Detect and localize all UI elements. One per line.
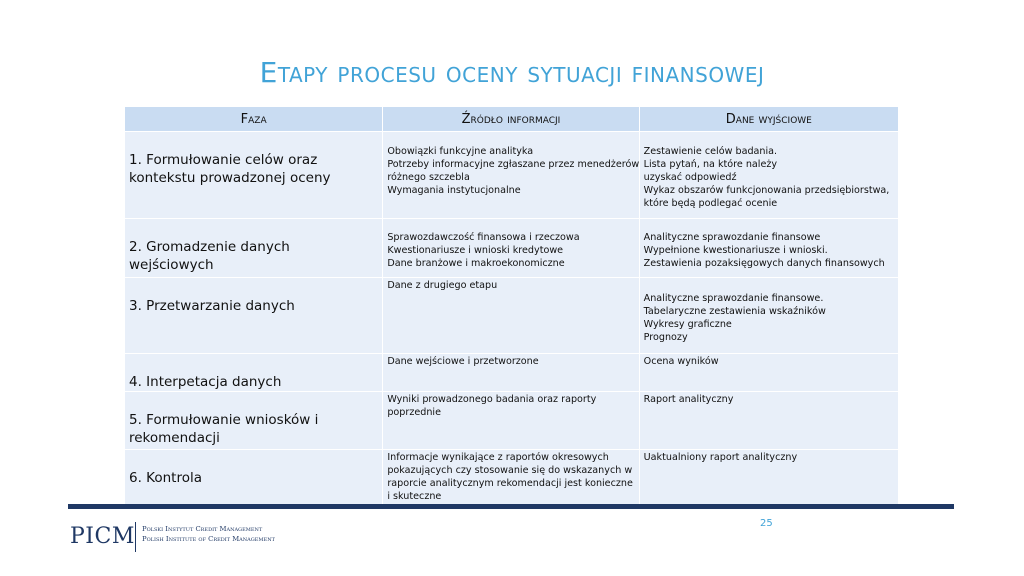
source-line: pokazujących czy stosowanie się do wskazanych w: [387, 465, 633, 476]
source-cell: [383, 219, 639, 278]
output-cell: [639, 354, 898, 392]
output-cell: [639, 450, 898, 506]
output-cell: [639, 278, 898, 354]
table-header-row: [125, 107, 899, 132]
table-row: [125, 392, 899, 450]
phase-cell: [125, 219, 383, 278]
logo-wordmark: PICM: [70, 524, 135, 549]
source-cell: [383, 392, 639, 450]
source-line: raporcie analitycznym rekomendacji jest konieczne: [387, 478, 633, 489]
footer-divider: [68, 504, 954, 509]
output-line: uzyskać odpowiedź: [643, 172, 737, 183]
output-line: Zestawienie celów badania.: [643, 146, 778, 157]
phase-cell: [125, 450, 383, 506]
output-line: Zestawienia pozaksięgowych danych finansowych: [643, 258, 885, 269]
output-line: Lista pytań, na które należy: [643, 159, 778, 170]
phase-label: 4. Interpetacja danych: [129, 374, 282, 390]
phase-label: 5. Formułowanie wniosków i rekomendacji: [129, 412, 319, 446]
output-line: Wykaz obszarów funkcjonowania przedsiębiorstwa,: [643, 185, 890, 196]
output-line: Prognozy: [643, 332, 688, 343]
output-line: Analityczne sprawozdanie finansowe: [643, 232, 821, 243]
phase-label: 3. Przetwarzanie danych: [129, 298, 295, 314]
source-cell: [383, 450, 639, 506]
phase-label: 6. Kontrola: [129, 470, 202, 486]
source-line: różnego szczebla: [387, 172, 470, 183]
page-number: 25: [760, 518, 773, 529]
output-line: Uaktualniony raport analityczny: [643, 452, 798, 463]
source-line: poprzednie: [387, 407, 441, 418]
output-line: Tabelaryczne zestawienia wskaźników: [643, 306, 826, 317]
output-line: Raport analityczny: [643, 394, 734, 405]
table-row: [125, 132, 899, 219]
source-line: Dane z drugiego etapu: [387, 280, 498, 291]
page-title: Etapy procesu oceny sytuacji finansowej: [259, 56, 765, 89]
source-line: Kwestionariusze i wnioski kredytowe: [387, 245, 564, 256]
logo-subtitle-pl: Polski Instytut Credit Management: [142, 525, 263, 533]
source-line: Potrzeby informacyjne zgłaszane przez menedżerów: [387, 159, 640, 170]
header-phase: Faza: [125, 107, 383, 132]
header-source: Źródło informacji: [383, 107, 639, 132]
logo-divider: [135, 522, 136, 552]
source-line: i skuteczne: [387, 491, 442, 502]
source-line: Sprawozdawczość finansowa i rzeczowa: [387, 232, 580, 243]
output-line: Analityczne sprawozdanie finansowe.: [643, 293, 824, 304]
source-line: Wyniki prowadzonego badania oraz raporty: [387, 394, 597, 405]
source-line: Informacje wynikające z raportów okresowych: [387, 452, 609, 463]
phase-cell: [125, 278, 383, 354]
source-line: Obowiązki funkcyjne analityka: [387, 146, 534, 157]
source-cell: [383, 278, 639, 354]
source-line: Dane wejściowe i przetworzone: [387, 356, 539, 367]
table-row: [125, 278, 899, 354]
phase-cell: [125, 392, 383, 450]
source-line: Dane branżowe i makroekonomiczne: [387, 258, 565, 269]
table-row: [125, 219, 899, 278]
output-line: Ocena wyników: [643, 356, 719, 367]
source-cell: [383, 132, 639, 219]
output-line: Wykresy graficzne: [643, 319, 732, 330]
source-line: Wymagania instytucjonalne: [387, 185, 521, 196]
phase-label: 2. Gromadzenie danych wejściowych: [129, 239, 290, 273]
table-row: [125, 450, 899, 506]
output-cell: [639, 392, 898, 450]
logo-subtitle-en: Polish Institute of Credit Management: [142, 535, 275, 543]
phase-cell: [125, 132, 383, 219]
header-output: Dane wyjściowe: [639, 107, 898, 132]
phase-cell: [125, 354, 383, 392]
output-cell: [639, 219, 898, 278]
process-table: [124, 106, 899, 506]
output-line: Wypełnione kwestionariusze i wnioski.: [643, 245, 828, 256]
output-line: które będą podlegać ocenie: [643, 198, 778, 209]
phase-label: 1. Formułowanie celów oraz kontekstu prowadzonej oceny: [129, 152, 331, 186]
output-cell: [639, 132, 898, 219]
source-cell: [383, 354, 639, 392]
table-row: [125, 354, 899, 392]
